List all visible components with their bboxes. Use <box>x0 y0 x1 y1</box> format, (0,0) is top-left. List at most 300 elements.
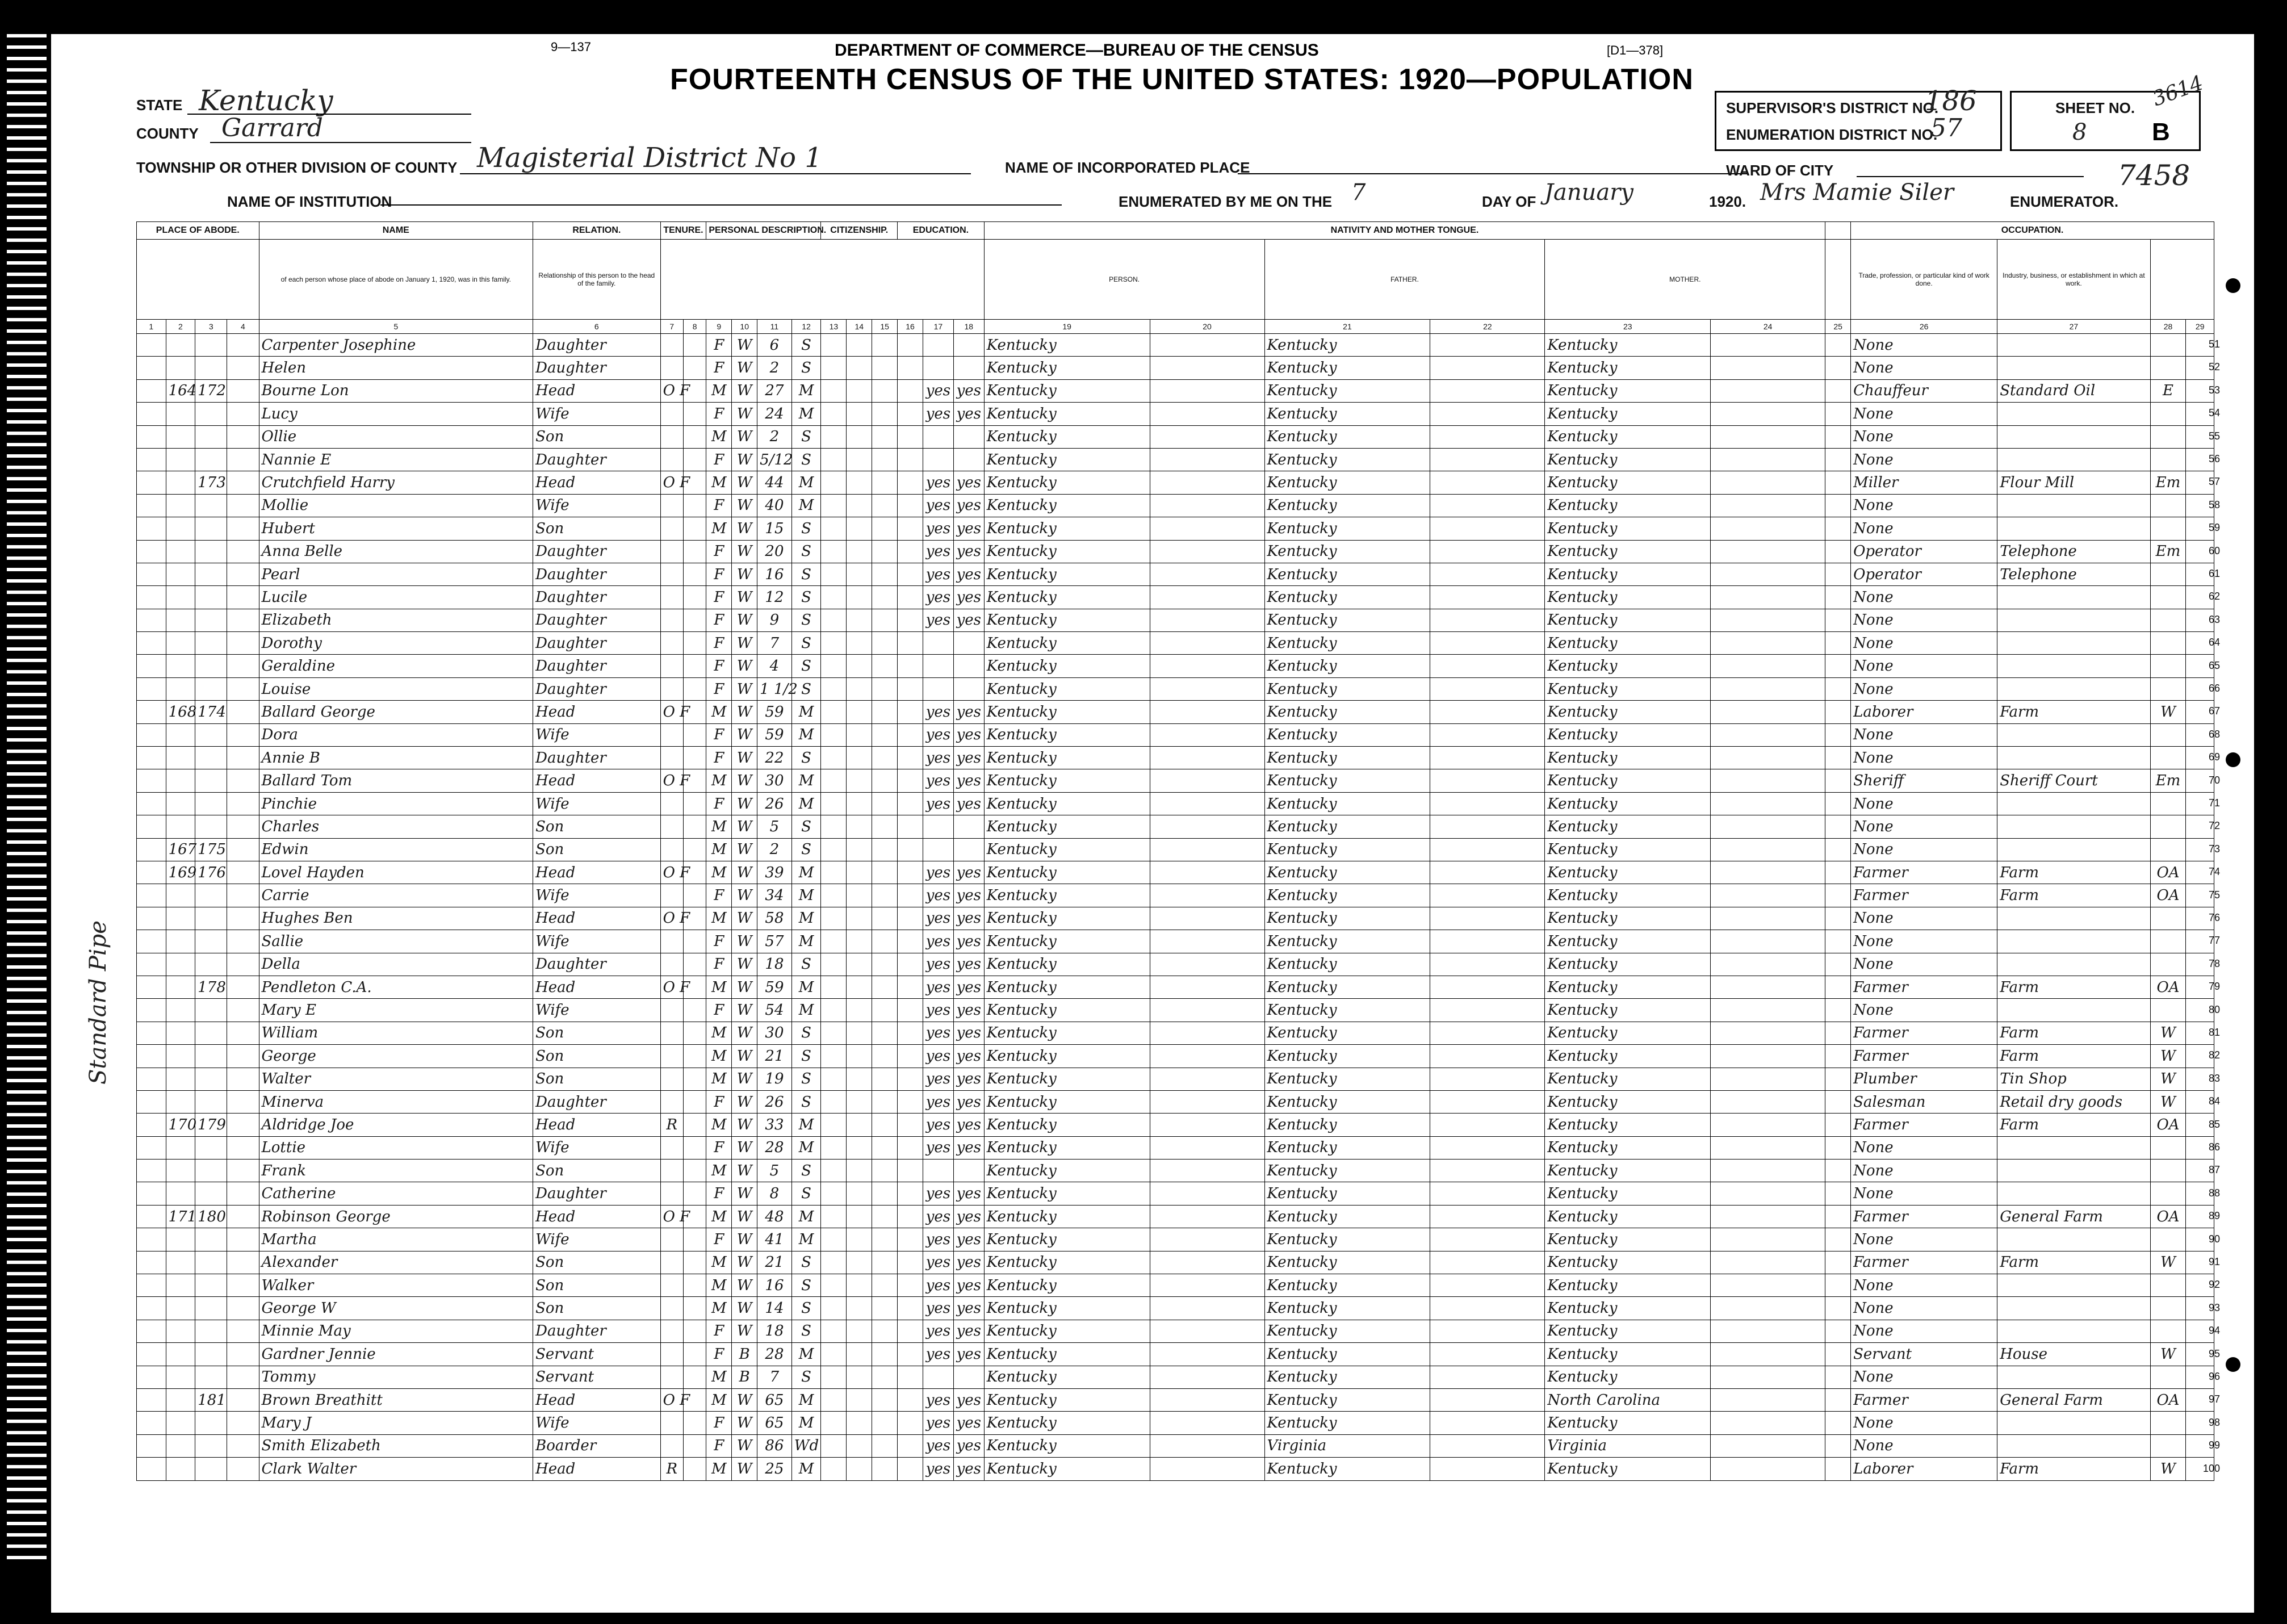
cell-empty <box>821 953 847 976</box>
cell-empty <box>1825 1458 1851 1480</box>
cell-empty <box>1150 1228 1264 1251</box>
cell-ms: M <box>791 861 821 884</box>
cell-ind: Flour Mill <box>1997 471 2150 494</box>
cell-empty <box>1711 747 1825 769</box>
cell-own <box>660 357 683 379</box>
cell-rel: Head <box>533 907 660 930</box>
cell-birth: Kentucky <box>984 861 1150 884</box>
cell-write: yes <box>953 494 984 517</box>
cell-empty <box>847 379 872 402</box>
cell-ind: General Farm <box>1997 1205 2150 1228</box>
cell-fbirth: Kentucky <box>1264 586 1430 609</box>
cell-own: O F <box>660 1388 683 1411</box>
cell-ms: S <box>791 334 821 357</box>
cell-empty <box>847 723 872 746</box>
cell-empty <box>847 517 872 540</box>
cell-own <box>660 425 683 448</box>
cell-ind <box>1997 747 2150 769</box>
cell-fbirth: Kentucky <box>1264 1297 1430 1320</box>
cell-empty <box>821 677 847 700</box>
cell-empty <box>1711 609 1825 631</box>
table-row <box>137 1274 2214 1297</box>
cell-empty <box>1825 563 1851 585</box>
cell-empty <box>1825 953 1851 976</box>
cell-occ: Chauffeur <box>1851 379 1997 402</box>
cell-rel: Daughter <box>533 609 660 631</box>
cell-mbirth: Kentucky <box>1545 861 1711 884</box>
cell-empty <box>898 1228 923 1251</box>
cell-cls <box>2150 815 2186 838</box>
cell-ms: S <box>791 517 821 540</box>
cell-race: W <box>732 632 757 655</box>
cell-own: O F <box>660 976 683 998</box>
cell-fbirth: Kentucky <box>1264 379 1430 402</box>
cell-birth: Kentucky <box>984 586 1150 609</box>
enumerator-name: Mrs Mamie Siler <box>1760 179 1954 206</box>
line-number: 91 <box>2208 1256 2220 1267</box>
column-number: 3 <box>195 320 227 334</box>
cell-empty <box>1825 1205 1851 1228</box>
cell-empty <box>137 586 166 609</box>
cell-own <box>660 1320 683 1342</box>
cell-ind <box>1997 609 2150 631</box>
cell-empty <box>821 1090 847 1113</box>
cell-race: W <box>732 930 757 953</box>
column-number: 29 <box>2186 320 2214 334</box>
cell-sex: M <box>706 517 732 540</box>
cell-fam <box>195 907 227 930</box>
cell-empty <box>1150 1366 1264 1388</box>
cell-empty <box>227 1434 259 1457</box>
cell-empty <box>1711 1022 1825 1044</box>
cell-cls <box>2150 1160 2186 1182</box>
cell-empty <box>1825 379 1851 402</box>
cell-occ: Operator <box>1851 563 1997 585</box>
cell-empty <box>227 701 259 723</box>
cell-fam <box>195 632 227 655</box>
cell-occ: None <box>1851 838 1997 861</box>
cell-empty <box>1825 1228 1851 1251</box>
cell-dw <box>166 1366 195 1388</box>
cell-empty <box>683 563 706 585</box>
cell-rel: Daughter <box>533 1182 660 1205</box>
cell-empty <box>1430 1388 1545 1411</box>
punch-hole-top <box>2226 278 2240 293</box>
cell-empty <box>1825 677 1851 700</box>
cell-dw <box>166 1251 195 1274</box>
cell-sex: M <box>706 425 732 448</box>
cell-empty <box>1711 632 1825 655</box>
cell-empty <box>137 884 166 907</box>
table-row <box>137 1388 2214 1411</box>
cell-own <box>660 1343 683 1366</box>
cell-ms: M <box>791 1136 821 1159</box>
cell-empty <box>821 403 847 425</box>
table-row <box>137 655 2214 677</box>
cell-empty <box>898 632 923 655</box>
cell-empty <box>1825 1343 1851 1366</box>
cell-empty <box>872 769 898 792</box>
cell-write: yes <box>953 907 984 930</box>
cell-own <box>660 884 683 907</box>
cell-race: W <box>732 1068 757 1090</box>
cell-empty <box>1150 1434 1264 1457</box>
cell-empty <box>1711 563 1825 585</box>
group-name: NAME <box>259 222 533 240</box>
cell-race: B <box>732 1366 757 1388</box>
cell-empty <box>847 1090 872 1113</box>
cell-read: yes <box>923 1136 953 1159</box>
cell-cls <box>2150 1274 2186 1297</box>
cell-empty <box>1150 425 1264 448</box>
mother-desc: MOTHER. <box>1545 240 1825 320</box>
cell-empty <box>847 448 872 471</box>
cell-age: 8 <box>757 1182 792 1205</box>
table-row <box>137 379 2214 402</box>
cell-cls <box>2150 999 2186 1022</box>
cell-empty <box>1825 609 1851 631</box>
cell-sex: F <box>706 540 732 563</box>
cell-empty <box>137 1297 166 1320</box>
cell-fbirth: Kentucky <box>1264 448 1430 471</box>
cell-ms: M <box>791 1458 821 1480</box>
cell-empty <box>683 1343 706 1366</box>
cell-empty <box>137 1045 166 1068</box>
trade-desc: Trade, profession, or particular kind of work done. <box>1851 240 1997 320</box>
column-number: 9 <box>706 320 732 334</box>
cell-empty <box>227 976 259 998</box>
cell-empty <box>1430 884 1545 907</box>
cell-empty <box>1430 792 1545 815</box>
cell-empty <box>872 357 898 379</box>
cell-empty <box>137 1090 166 1113</box>
cell-ind: Telephone <box>1997 540 2150 563</box>
cell-race: W <box>732 1297 757 1320</box>
cell-occ: None <box>1851 586 1997 609</box>
cell-occ: None <box>1851 792 1997 815</box>
cell-fbirth: Kentucky <box>1264 930 1430 953</box>
cell-empty <box>847 609 872 631</box>
cell-own: O F <box>660 1205 683 1228</box>
cell-rel: Wife <box>533 1136 660 1159</box>
cell-read: yes <box>923 1114 953 1136</box>
table-row <box>137 1412 2214 1434</box>
table-row <box>137 999 2214 1022</box>
table-row <box>137 976 2214 998</box>
cell-rel: Wife <box>533 884 660 907</box>
cell-empty <box>1711 838 1825 861</box>
cell-birth: Kentucky <box>984 334 1150 357</box>
cell-rel: Daughter <box>533 334 660 357</box>
cell-empty <box>872 379 898 402</box>
cell-empty <box>847 1136 872 1159</box>
cell-mbirth: Kentucky <box>1545 1205 1711 1228</box>
cell-empty <box>137 838 166 861</box>
cell-age: 65 <box>757 1412 792 1434</box>
cell-cls: W <box>2150 1022 2186 1044</box>
cell-fbirth: Kentucky <box>1264 655 1430 677</box>
cell-read: yes <box>923 1228 953 1251</box>
cell-rel: Servant <box>533 1343 660 1366</box>
cell-empty <box>1711 1068 1825 1090</box>
cell-ind <box>1997 517 2150 540</box>
cell-write: yes <box>953 586 984 609</box>
cell-ms: M <box>791 723 821 746</box>
cell-read: yes <box>923 1274 953 1297</box>
cell-sex: M <box>706 838 732 861</box>
cell-empty <box>898 609 923 631</box>
cell-birth: Kentucky <box>984 976 1150 998</box>
cell-birth: Kentucky <box>984 563 1150 585</box>
cell-fbirth: Kentucky <box>1264 1228 1430 1251</box>
cell-empty <box>821 1205 847 1228</box>
cell-empty <box>1430 1045 1545 1068</box>
cell-sex: F <box>706 563 732 585</box>
cell-cls: OA <box>2150 861 2186 884</box>
cell-empty <box>227 861 259 884</box>
cell-birth: Kentucky <box>984 884 1150 907</box>
cell-empty <box>898 1090 923 1113</box>
department-title: DEPARTMENT OF COMMERCE—BUREAU OF THE CENSUS <box>835 41 1319 60</box>
cell-ind: Farm <box>1997 1458 2150 1480</box>
cell-mbirth: Kentucky <box>1545 1182 1711 1205</box>
cell-empty <box>227 379 259 402</box>
place-label: NAME OF INCORPORATED PLACE <box>1005 159 1250 176</box>
cell-ind <box>1997 1297 2150 1320</box>
cell-fam: 179 <box>195 1114 227 1136</box>
cell-name: Carrie <box>259 884 533 907</box>
cell-read: yes <box>923 1320 953 1342</box>
table-row <box>137 1297 2214 1320</box>
cell-empty <box>872 1412 898 1434</box>
cell-cls <box>2150 494 2186 517</box>
cell-rel: Head <box>533 471 660 494</box>
cell-occ: Farmer <box>1851 1251 1997 1274</box>
cell-empty <box>898 792 923 815</box>
cell-fbirth: Kentucky <box>1264 1320 1430 1342</box>
cell-dw: 169 <box>166 861 195 884</box>
cell-empty <box>1825 815 1851 838</box>
cell-occ: None <box>1851 403 1997 425</box>
cell-birth: Kentucky <box>984 1136 1150 1159</box>
cell-read: yes <box>923 563 953 585</box>
cell-empty <box>227 540 259 563</box>
cell-cls <box>2150 609 2186 631</box>
cell-empty <box>898 1366 923 1388</box>
cell-ind: Sheriff Court <box>1997 769 2150 792</box>
cell-age: 5 <box>757 1160 792 1182</box>
table-row <box>137 815 2214 838</box>
cell-cls <box>2150 357 2186 379</box>
cell-empty <box>1150 1160 1264 1182</box>
cell-race: W <box>732 1434 757 1457</box>
cell-empty <box>227 1090 259 1113</box>
cell-dw <box>166 1228 195 1251</box>
cell-mbirth: Kentucky <box>1545 540 1711 563</box>
cell-fbirth: Kentucky <box>1264 1412 1430 1434</box>
cell-sex: F <box>706 747 732 769</box>
cell-fam <box>195 1090 227 1113</box>
cell-sex: M <box>706 1114 732 1136</box>
cell-empty <box>1430 999 1545 1022</box>
cell-empty <box>1825 494 1851 517</box>
cell-empty <box>1430 1136 1545 1159</box>
cell-rel: Daughter <box>533 448 660 471</box>
cell-empty <box>821 1366 847 1388</box>
cell-ms: M <box>791 1228 821 1251</box>
cell-ms: S <box>791 655 821 677</box>
cell-cls: OA <box>2150 976 2186 998</box>
cell-empty <box>872 723 898 746</box>
cell-empty <box>227 1274 259 1297</box>
cell-empty <box>821 357 847 379</box>
cell-sex: F <box>706 494 732 517</box>
cell-empty <box>137 379 166 402</box>
cell-ms: S <box>791 1251 821 1274</box>
column-number: 15 <box>872 320 898 334</box>
cell-empty <box>1150 379 1264 402</box>
cell-fbirth: Kentucky <box>1264 747 1430 769</box>
cell-empty <box>1430 1320 1545 1342</box>
cell-empty <box>821 1343 847 1366</box>
cell-empty <box>683 953 706 976</box>
cell-ind <box>1997 1274 2150 1297</box>
cell-empty <box>1150 632 1264 655</box>
cell-mbirth: Kentucky <box>1545 403 1711 425</box>
cell-sex: M <box>706 1297 732 1320</box>
cell-rel: Son <box>533 425 660 448</box>
cell-fam <box>195 1022 227 1044</box>
county-label: COUNTY <box>136 125 199 142</box>
cell-sex: F <box>706 999 732 1022</box>
cell-cls <box>2150 930 2186 953</box>
cell-occ: None <box>1851 930 1997 953</box>
cell-ind: Farm <box>1997 701 2150 723</box>
cell-empty <box>1711 1205 1825 1228</box>
column-number: 8 <box>683 320 706 334</box>
cell-empty <box>1150 1136 1264 1159</box>
cell-empty <box>683 1022 706 1044</box>
cell-empty <box>821 425 847 448</box>
cell-cls <box>2150 517 2186 540</box>
cell-empty <box>847 334 872 357</box>
cell-empty <box>872 540 898 563</box>
cell-fam <box>195 769 227 792</box>
cell-empty <box>683 930 706 953</box>
cell-empty <box>872 1228 898 1251</box>
cell-fbirth: Kentucky <box>1264 1343 1430 1366</box>
cell-empty <box>227 815 259 838</box>
line-number: 61 <box>2208 568 2220 579</box>
cell-name: Dorothy <box>259 632 533 655</box>
cell-cls <box>2150 632 2186 655</box>
cell-name: Robinson George <box>259 1205 533 1228</box>
cell-age: 2 <box>757 357 792 379</box>
cell-own <box>660 517 683 540</box>
cell-mbirth: Kentucky <box>1545 379 1711 402</box>
cell-empty <box>137 1320 166 1342</box>
cell-empty <box>1711 1136 1825 1159</box>
cell-dw <box>166 1182 195 1205</box>
cell-write: yes <box>953 1045 984 1068</box>
cell-empty <box>227 357 259 379</box>
cell-empty <box>872 1274 898 1297</box>
table-row <box>137 609 2214 631</box>
cell-empty <box>898 999 923 1022</box>
cell-empty <box>1711 907 1825 930</box>
cell-empty <box>872 1297 898 1320</box>
cell-ms: M <box>791 884 821 907</box>
cell-ind <box>1997 494 2150 517</box>
cell-cls <box>2150 838 2186 861</box>
cell-ind <box>1997 907 2150 930</box>
cell-empty <box>1711 1343 1825 1366</box>
cell-fam: 176 <box>195 861 227 884</box>
cell-ms: S <box>791 448 821 471</box>
cell-mbirth: Kentucky <box>1545 953 1711 976</box>
line-number: 66 <box>2208 683 2220 694</box>
cell-occ: None <box>1851 1136 1997 1159</box>
cell-empty <box>898 655 923 677</box>
cell-own <box>660 1434 683 1457</box>
cell-empty <box>1825 586 1851 609</box>
cell-race: W <box>732 1205 757 1228</box>
cell-sex: M <box>706 769 732 792</box>
cell-ind <box>1997 586 2150 609</box>
cell-write: yes <box>953 1320 984 1342</box>
cell-empty <box>898 884 923 907</box>
cell-read: yes <box>923 1458 953 1480</box>
cell-ms: M <box>791 379 821 402</box>
cell-empty <box>683 999 706 1022</box>
cell-fam: 175 <box>195 838 227 861</box>
cell-write: yes <box>953 1274 984 1297</box>
table-row <box>137 1343 2214 1366</box>
cell-empty <box>1430 1297 1545 1320</box>
cell-empty <box>137 953 166 976</box>
cell-empty <box>1150 540 1264 563</box>
cell-dw <box>166 884 195 907</box>
cell-cls <box>2150 1412 2186 1434</box>
cell-empty <box>872 609 898 631</box>
cell-age: 44 <box>757 471 792 494</box>
cell-own <box>660 1068 683 1090</box>
cell-empty <box>1150 1045 1264 1068</box>
cell-empty <box>1150 792 1264 815</box>
cell-dw <box>166 1412 195 1434</box>
cell-empty <box>872 563 898 585</box>
cell-write: yes <box>953 1388 984 1411</box>
cell-empty <box>1825 471 1851 494</box>
line-number: 87 <box>2208 1164 2220 1176</box>
cell-empty <box>1430 379 1545 402</box>
cell-name: Minnie May <box>259 1320 533 1342</box>
cell-ms: M <box>791 907 821 930</box>
cell-ms: S <box>791 632 821 655</box>
cell-empty <box>1150 884 1264 907</box>
cell-age: 30 <box>757 769 792 792</box>
cell-age: 59 <box>757 976 792 998</box>
cell-own: O F <box>660 769 683 792</box>
cell-empty <box>898 677 923 700</box>
cell-empty <box>137 357 166 379</box>
cell-race: W <box>732 609 757 631</box>
cell-read: yes <box>923 884 953 907</box>
cell-own <box>660 953 683 976</box>
cell-empty <box>872 1458 898 1480</box>
column-number: 7 <box>660 320 683 334</box>
cell-age: 16 <box>757 1274 792 1297</box>
